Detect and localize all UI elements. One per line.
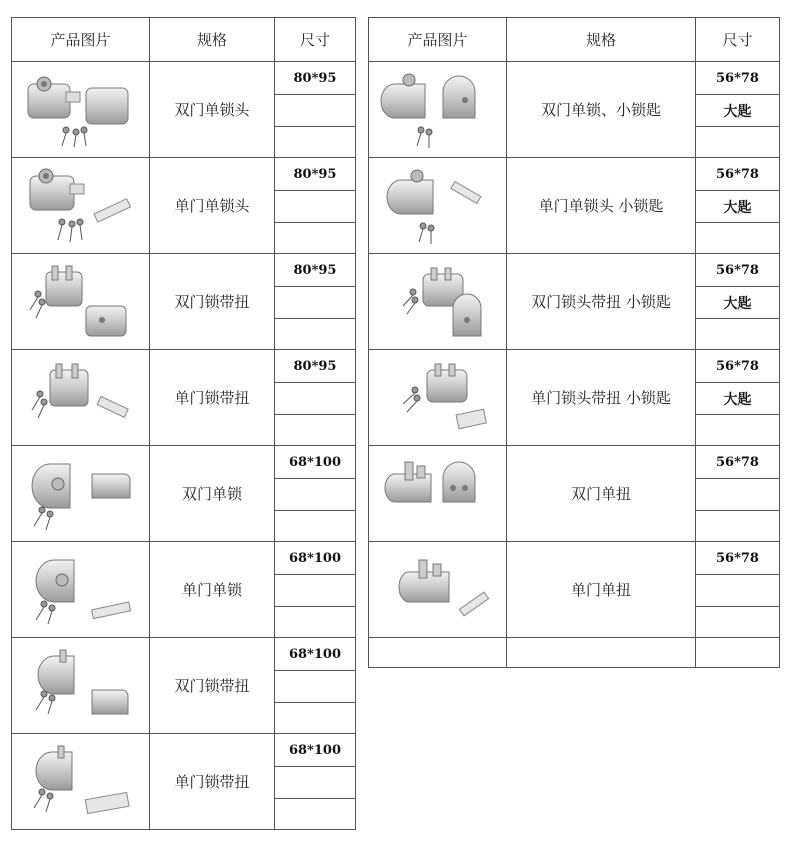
table-row (369, 62, 780, 158)
size-cell (696, 350, 780, 445)
single-door-lock-with-keys-icon (22, 166, 140, 246)
size-blank (275, 414, 355, 445)
size-value: 68*100 (288, 742, 342, 758)
single-door-knob-lock-icon (379, 550, 497, 630)
single-door-rounded-lock-with-knob-icon (22, 742, 140, 822)
table-header (12, 18, 356, 62)
double-door-lock-with-keys-icon (22, 70, 140, 150)
table-row (12, 350, 356, 446)
size-cell (696, 62, 780, 157)
empty-cell (369, 638, 507, 667)
size-note-empty (275, 670, 355, 702)
size-blank (275, 318, 355, 349)
product-image (12, 734, 150, 829)
size-blank (696, 414, 779, 445)
size-value: 80*95 (293, 262, 337, 278)
size-value: 80*95 (293, 358, 337, 374)
spec-label: 双门锁头带扭 小锁匙 (507, 254, 696, 349)
header-product-image: 产品图片 (12, 18, 150, 61)
size-note-empty (275, 286, 355, 318)
size-cell (275, 542, 356, 637)
spec-label: 双门锁带扭 (150, 254, 275, 349)
size-blank (275, 702, 355, 733)
size-note-empty (275, 190, 355, 222)
size-value: 68*100 (288, 646, 342, 662)
size-value: 56*78 (716, 358, 759, 374)
empty-cell (507, 638, 696, 667)
header-spec: 规格 (150, 18, 275, 61)
size-note-empty (275, 574, 355, 606)
product-image (12, 158, 150, 253)
double-door-small-lock-with-knob-icon (379, 262, 497, 342)
left-spec-table (11, 17, 356, 830)
table-header (369, 18, 780, 62)
size-value: 56*78 (716, 166, 759, 182)
table-row (369, 158, 780, 254)
size-cell (696, 158, 780, 253)
size-blank (275, 222, 355, 253)
spec-label: 单门锁带扭 (150, 734, 275, 829)
size-note-empty (696, 574, 779, 606)
size-note: 大匙 (696, 190, 779, 222)
single-door-small-lock-icon (379, 166, 497, 246)
table-row (12, 254, 356, 350)
single-door-small-lock-with-knob-icon (379, 358, 497, 438)
size-note-empty (275, 382, 355, 414)
spec-label: 单门锁带扭 (150, 350, 275, 445)
empty-cell (696, 638, 780, 667)
product-image (12, 446, 150, 541)
size-value: 80*95 (293, 166, 337, 182)
size-note-empty (696, 478, 779, 510)
size-note-empty (275, 478, 355, 510)
size-cell (275, 638, 356, 733)
size-note-empty (275, 766, 355, 798)
size-value: 68*100 (288, 550, 342, 566)
right-spec-table (368, 17, 780, 668)
double-door-knob-lock-icon (379, 454, 497, 534)
single-door-rounded-lock-icon (22, 550, 140, 630)
size-blank (275, 126, 355, 157)
size-value: 80*95 (293, 70, 337, 86)
header-spec: 规格 (507, 18, 696, 61)
product-image (369, 62, 507, 157)
table-row (369, 350, 780, 446)
spec-label: 单门单锁头 小锁匙 (507, 158, 696, 253)
table-row (369, 446, 780, 542)
size-cell (275, 350, 356, 445)
size-cell (696, 542, 780, 637)
size-blank (696, 606, 779, 637)
size-blank (696, 318, 779, 349)
product-image (369, 446, 507, 541)
size-cell (275, 446, 356, 541)
spec-label: 双门单锁头 (150, 62, 275, 157)
size-value: 56*78 (716, 454, 759, 470)
header-size: 尺寸 (275, 18, 356, 61)
double-door-lock-with-knob-icon (22, 262, 140, 342)
size-value: 56*78 (716, 262, 759, 278)
table-row (12, 62, 356, 158)
size-cell (696, 254, 780, 349)
spec-label: 单门锁头带扭 小锁匙 (507, 350, 696, 445)
size-cell (275, 62, 356, 157)
size-blank (275, 798, 355, 829)
table-row (12, 638, 356, 734)
table-row (12, 734, 356, 830)
size-blank (696, 510, 779, 541)
product-image (369, 158, 507, 253)
product-image (369, 542, 507, 637)
size-note: 大匙 (696, 286, 779, 318)
product-image (369, 254, 507, 349)
spec-label: 双门单锁 (150, 446, 275, 541)
size-blank (275, 510, 355, 541)
size-cell (275, 158, 356, 253)
size-value: 56*78 (716, 70, 759, 86)
size-note: 大匙 (696, 382, 779, 414)
product-image (12, 542, 150, 637)
size-cell (696, 446, 780, 541)
size-cell (275, 254, 356, 349)
table-row (12, 542, 356, 638)
spec-label: 单门单锁头 (150, 158, 275, 253)
product-image (12, 62, 150, 157)
header-size: 尺寸 (696, 18, 780, 61)
product-image (12, 254, 150, 349)
spec-label: 双门锁带扭 (150, 638, 275, 733)
empty-table-row (369, 638, 780, 668)
table-row (369, 254, 780, 350)
size-blank (275, 606, 355, 637)
table-row (12, 446, 356, 542)
double-door-small-lock-icon (379, 70, 497, 150)
spec-label: 双门单锁、小锁匙 (507, 62, 696, 157)
size-value: 56*78 (716, 550, 759, 566)
size-blank (696, 126, 779, 157)
table-row (12, 158, 356, 254)
size-blank (696, 222, 779, 253)
spec-label: 双门单扭 (507, 446, 696, 541)
double-door-rounded-lock-icon (22, 454, 140, 534)
size-note-empty (275, 94, 355, 126)
product-image (12, 638, 150, 733)
single-door-lock-with-knob-icon (22, 358, 140, 438)
spec-label: 单门单扭 (507, 542, 696, 637)
product-image (369, 350, 507, 445)
double-door-rounded-lock-with-knob-icon (22, 646, 140, 726)
header-product-image: 产品图片 (369, 18, 507, 61)
size-cell (275, 734, 356, 829)
table-row (369, 542, 780, 638)
spec-label: 单门单锁 (150, 542, 275, 637)
product-image (12, 350, 150, 445)
size-note: 大匙 (696, 94, 779, 126)
size-value: 68*100 (288, 454, 342, 470)
